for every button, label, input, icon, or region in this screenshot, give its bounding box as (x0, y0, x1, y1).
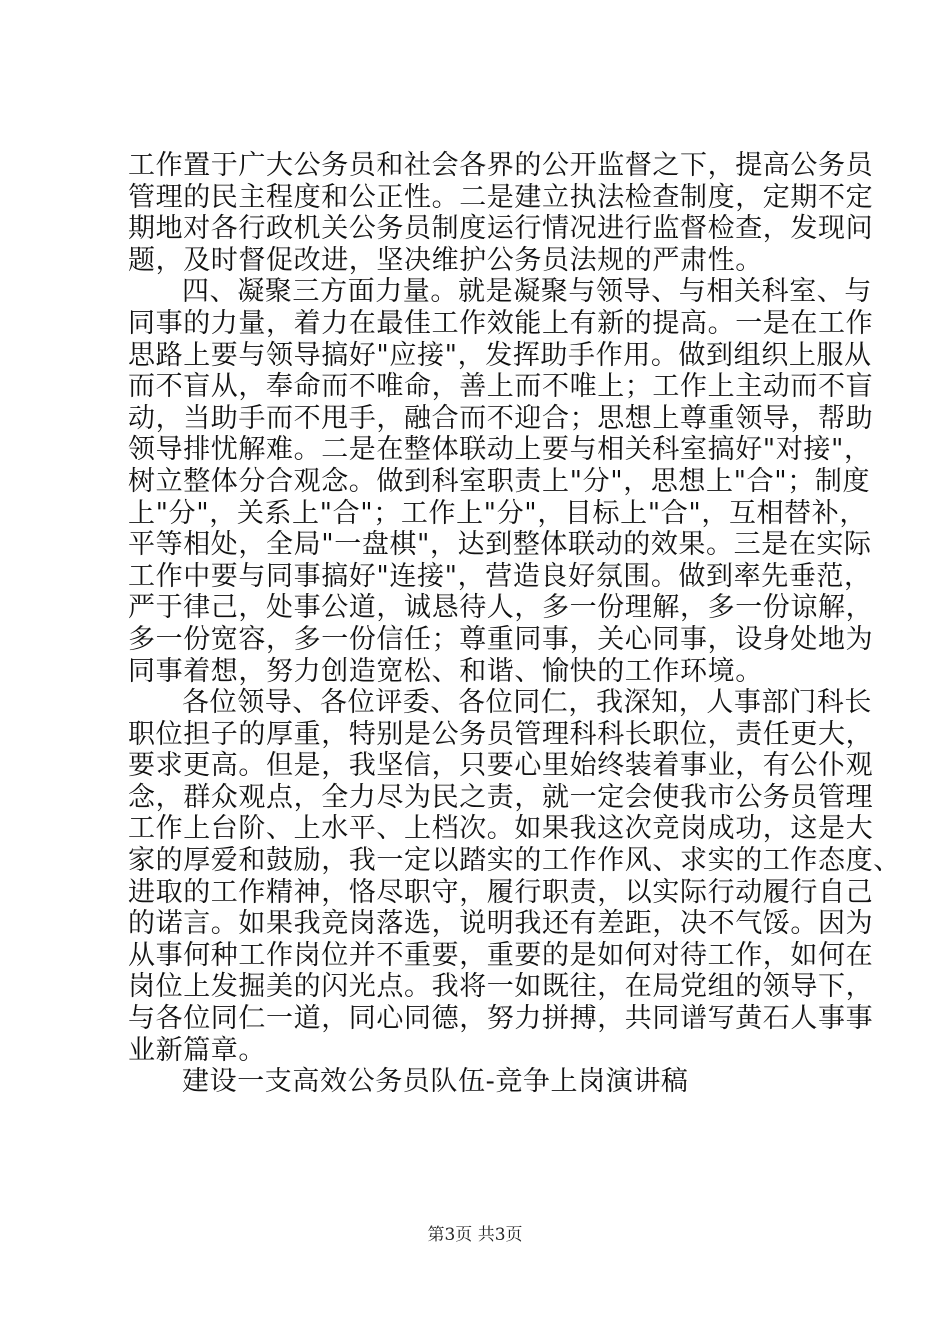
text-line: 领导排忧解难。二是在整体联动上要与相关科室搞好"对接"， (128, 434, 872, 466)
text-line: 岗位上发掘美的闪光点。我将一如既往，在局党组的领导下， (128, 971, 874, 1003)
text-line: 职位担子的厚重，特别是公务员管理科科长职位，责任更大， (128, 718, 874, 750)
page-number: 第3页 共3页 (427, 1225, 523, 1245)
text-line: 思路上要与领导搞好"应接"，发挥助手作用。做到组织上服从 (128, 339, 872, 371)
closing-title: 建设一支高效公务员队伍-竞争上岗演讲稿 (182, 1066, 689, 1098)
text-line: 树立整体分合观念。做到科室职责上"分"，思想上"合"；制度 (128, 465, 871, 497)
document-body (128, 150, 901, 1098)
text-line: 进取的工作精神，恪尽职守，履行职责，以实际行动履行自己 (128, 876, 874, 908)
text-line: 与各位同仁一道，同心同德，努力拼搏，共同谱写黄石人事事 (128, 1003, 874, 1035)
text-line: 工作置于广大公务员和社会各界的公开监督之下，提高公务员 (128, 150, 874, 181)
text-line: 严于律己，处事公道，诚恳待人，多一份理解，多一份谅解， (128, 592, 874, 624)
text-line: 上"分"，关系上"合"；工作上"分"，目标上"合"，互相替补， (128, 497, 867, 529)
text-line: 多一份宽容，多一份信任；尊重同事，关心同事，设身处地为 (128, 623, 874, 655)
text-line: 同事的力量，着力在最佳工作效能上有新的提高。一是在工作 (128, 307, 874, 339)
text-line: 而不盲从，奉命而不唯命，善上而不唯上；工作上主动而不盲 (128, 371, 874, 403)
text-line: 工作上台阶、上水平、上档次。如果我这次竞岗成功，这是大 (128, 813, 874, 845)
text-line: 家的厚爱和鼓励，我一定以踏实的工作作风、求实的工作态度、 (128, 845, 901, 877)
paragraph-start-line: 各位领导、各位评委、各位同仁，我深知，人事部门科长 (182, 687, 872, 719)
text-line: 平等相处，全局"一盘棋"，达到整体联动的效果。三是在实际 (128, 529, 872, 561)
text-line: 期地对各行政机关公务员制度运行情况进行监督检查，发现问 (128, 213, 874, 245)
text-line: 要求更高。但是，我坚信，只要心里始终装着事业，有公仆观 (128, 750, 874, 782)
text-line: 业新篇章。 (128, 1034, 266, 1066)
text-line: 题，及时督促改进，坚决维护公务员法规的严肃性。 (128, 244, 763, 276)
page-footer (0, 1220, 950, 1245)
text-line: 工作中要与同事搞好"连接"，营造良好氛围。做到率先垂范， (128, 560, 872, 592)
paragraph-start-line: 四、凝聚三方面力量。就是凝聚与领导、与相关科室、与 (182, 276, 872, 308)
text-line: 动，当助手而不甩手，融合而不迎合；思想上尊重领导，帮助 (128, 402, 874, 434)
text-line: 念，群众观点，全力尽为民之责，就一定会使我市公务员管理 (128, 781, 874, 813)
text-line: 从事何种工作岗位并不重要，重要的是如何对待工作，如何在 (128, 939, 874, 971)
text-line: 管理的民主程度和公正性。二是建立执法检查制度，定期不定 (128, 181, 874, 213)
text-line: 的诺言。如果我竞岗落选，说明我还有差距，决不气馁。因为 (128, 908, 874, 940)
text-line: 同事着想，努力创造宽松、和谐、愉快的工作环境。 (128, 655, 763, 687)
